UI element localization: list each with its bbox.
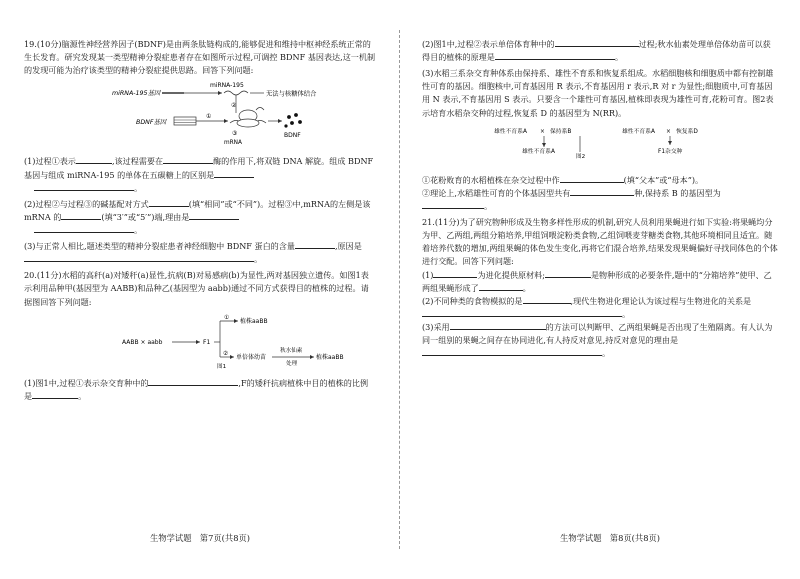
bdnf-dots-icon (284, 113, 302, 128)
q19-sub2: (2)过程②与过程③的碱基配对方式 (填“相同”或“不同”)。过程③中,mRNA的左侧是该 mRNA 的 (填“3′”或“5′”)端,理由是 。 (24, 198, 371, 235)
figure1-caption: 图1 (217, 363, 227, 370)
answer-blank[interactable] (422, 308, 622, 317)
q21-sub2: (2)不同种类的食物模拟的是 ,现代生物进化理论认为该过程与生物进化的关系是。 (422, 295, 752, 319)
answer-blank[interactable] (148, 377, 238, 386)
maintainer-b: 保持系B (550, 128, 572, 135)
page-footer-8: 生物学试题 第8页(共8页) (560, 533, 661, 543)
answer-blank[interactable] (433, 269, 477, 278)
q20-sub3: (3)水稻三系杂交育种体系由保持系、雄性不育系和恢复系组成。水稻细胞核和细胞质中都有控制雄性可育的基因。细胞核中,可育基因用 R 表示,不育基因用 r 表示,R 对 r 为显性;细胞质中,可育基因用 N 表示,不育基因用 S 表示。只要含一个雄性可育基因,植株即表现为雄性可育,花粉可育。图2表示培育水稻杂交种的过程,恢复系 D 的基因型为 N(RR)。 (422, 68, 774, 118)
answer-blank[interactable] (32, 390, 78, 399)
sterile-a-3: 雄性不育系A (522, 148, 555, 155)
q21-sub3: (3)采用 的方法可以判断甲、乙两组果蝇是否出现了生殖隔离。有人认为同一组别的果蝇之间存在协同进化,有人持反对意见,持反对意见的理由是。 (422, 321, 773, 359)
bdnf-regulation-diagram (24, 80, 376, 148)
mark-1: ① (224, 314, 230, 321)
answer-blank[interactable] (76, 155, 112, 164)
sterile-a-2: 雄性不育系A (622, 128, 655, 135)
answer-blank[interactable] (295, 240, 335, 249)
answer-blank[interactable] (214, 169, 254, 178)
q20-sub2: (2)图1中,过程②表示单倍体育种中的 过程;秋水仙素处理单倍体幼苗可以获得目的植株的原理是 。 (422, 39, 771, 63)
answer-blank[interactable] (422, 200, 484, 209)
answer-blank[interactable] (560, 174, 624, 183)
hybrid-breeding-diagram (422, 123, 778, 167)
answer-blank[interactable] (450, 321, 546, 330)
answer-blank[interactable] (523, 295, 571, 304)
answer-blank[interactable] (545, 269, 591, 278)
cross-symbol-1: × (540, 128, 545, 135)
bdnf-gene-label: BDNF基因 (136, 119, 167, 127)
answer-blank[interactable] (189, 211, 239, 220)
mark-3: ③ (232, 130, 238, 138)
answer-blank[interactable] (479, 282, 523, 291)
sterile-a-1: 雄性不育系A (494, 128, 527, 135)
q19-figure (24, 80, 376, 152)
cross-symbol-2: × (666, 128, 671, 135)
q20-figure1 (24, 312, 376, 374)
mrna-label: mRNA (224, 140, 242, 147)
page-8 (400, 0, 800, 579)
mark-2: ② (223, 350, 229, 357)
q20-sub3-2: ②理论上,水稻雄性可育的个体基因型共有 种,保持系 B 的基因型为。 (422, 187, 721, 211)
answer-blank[interactable] (34, 182, 134, 191)
cannot-bind-text: 无法与核糖体结合 (266, 90, 317, 98)
process-label: 处理 (286, 360, 298, 367)
bdnf-label: BDNF (284, 132, 301, 140)
answer-blank[interactable] (422, 347, 602, 356)
answer-blank[interactable] (61, 211, 101, 220)
q19-stem: 19.(10分)脑源性神经营养因子(BDNF)是由两条肽链构成的,能够促进和维持中枢神经系统正常的生长发育。研究发现某一类型精神分裂症患者存在如图所示过程,可调控 BDNF 基因表达,这一机制的发现可能为治疗该类型的精神分裂症提供思路。回答下列问题: (24, 39, 376, 76)
plant-aabb-2: 植株aaBB (316, 353, 344, 361)
breeding-diagram (24, 312, 376, 370)
q20-sub3-1: ①花粉败育的水稻植株在杂交过程中作 (填“父本”或“母本”)。 (422, 174, 704, 185)
haploid-label: 单倍体幼苗 (236, 353, 267, 361)
answer-blank[interactable] (570, 187, 634, 196)
answer-blank[interactable] (163, 155, 213, 164)
dna-helix (174, 117, 196, 125)
answer-blank[interactable] (24, 253, 254, 262)
q20-stem: 20.(11分)水稻的高秆(a)对矮秆(a)显性,抗病(B)对易感病(b)为显性,两对基因独立遗传。如图1表示利用品种甲(基因型为 AABB)和品种乙(基因型为 aabb)通过不同方式获得目的植株的过程。请据图回答下列问题: (24, 270, 369, 307)
mirna-label: miRNA-195 (210, 82, 244, 90)
mark-2: ② (231, 102, 237, 110)
mark-1: ① (206, 113, 212, 121)
answer-blank[interactable] (149, 198, 189, 207)
f1-hybrid: F1杂交种 (658, 148, 683, 155)
q19-sub1: (1)过程①表示 ,该过程需要在 酶的作用下,将双链 DNA 解旋。组成 BDNF 基因与组成 miRNA-195 的单体在五碳糖上的区别是 。 (24, 156, 374, 193)
mirna-gene-label: miRNA-195基因 (112, 90, 161, 98)
restorer-d: 恢复系D (676, 128, 698, 135)
plant-aabb-1: 植株aaBB (240, 317, 268, 325)
q21-stem: 21.(11分)为了研究物种形成及生物多样性形成的机制,研究人员利用果蝇进行如下实验:将果蝇均分为甲、乙两组,两组分箱培养,甲组饲喂淀粉类食物,乙组饲喂麦芽糖类食物,其他环境相同且适宜。随着培养代数的增加,两组果蝇的体色发生变化,再将它们混合培养,结果发现果蝇偏好寻找同体色的个体进行交配。回答下列问题: (422, 217, 778, 267)
answer-blank[interactable] (555, 38, 639, 47)
figure2-caption: 图2 (576, 153, 586, 160)
q21-sub1: (1) 为进化提供原材料; 是物种形成的必要条件,题中的“分箱培养”使甲、乙两组果蝇形成了 。 (422, 269, 772, 293)
page-footer-7: 生物学试题 第7页(共8页) (150, 533, 251, 543)
q20-sub1: (1)图1中,过程①表示杂交育种中的 ,F的矮秆抗病植株中目的植株的比例是 。 (24, 377, 369, 401)
colchicine-label: 秋水仙素 (280, 347, 303, 354)
cross-label: AABB × aabb (122, 338, 163, 346)
q19-sub3: (3)与正常人相比,题述类型的精神分裂症患者神经细胞中 BDNF 蛋白的含量 ,原因是。 (24, 241, 362, 265)
answer-blank[interactable] (34, 224, 134, 233)
figure2 (422, 123, 778, 171)
f1-label: F1 (203, 338, 211, 346)
answer-blank[interactable] (495, 51, 615, 60)
